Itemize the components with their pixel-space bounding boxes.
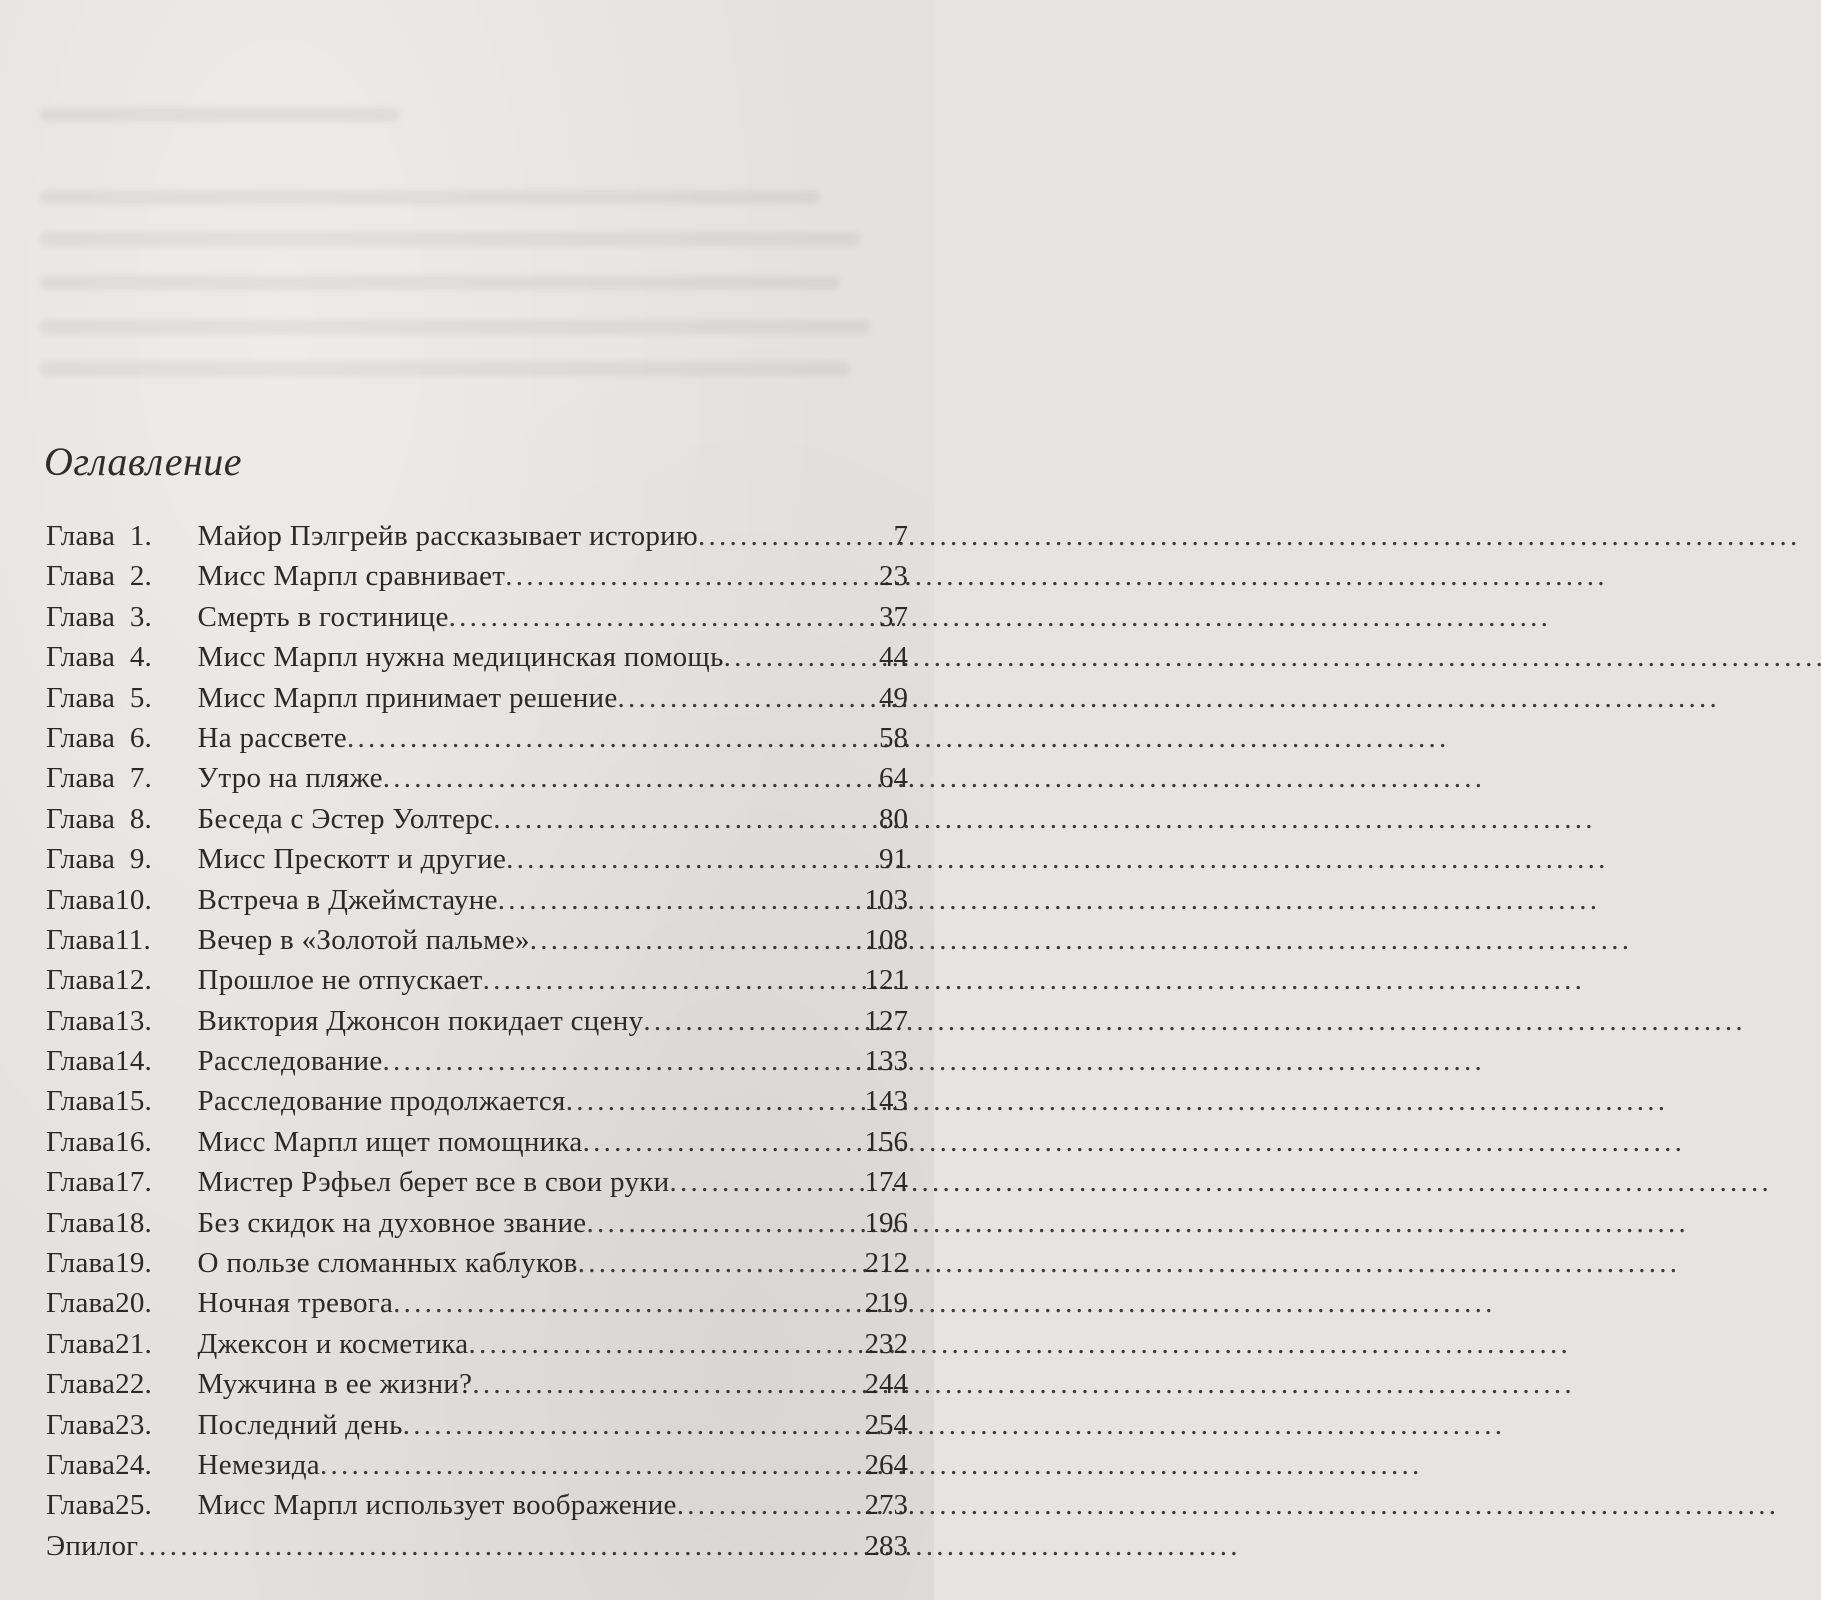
toc-entry-prefix [46,1243,190,1283]
toc-entry-prefix [46,1001,190,1041]
toc-entry-prefix [46,1041,190,1081]
toc-entry-prefix [46,718,190,758]
toc-entry-title: Встреча в Джеймстауне [190,883,498,916]
toc-entry-page: 91 [879,843,908,876]
toc-entry-prefix [46,1324,190,1364]
toc-entry-label: Глава [46,1448,116,1481]
toc-entry-page: 212 [864,1247,908,1280]
toc-entry-page: 273 [864,1489,908,1522]
toc-entry-prefix [46,1203,190,1243]
toc-entry-number: 8. [129,802,152,835]
toc-entry [46,1445,908,1485]
toc-entry [46,799,908,839]
dot-leader [383,758,872,798]
toc-entry-title: Утро на пляже [190,762,383,795]
dot-leader [677,1485,863,1525]
toc-entry-page: 232 [864,1327,908,1360]
toc-entry-label: Глава [46,843,116,876]
toc-entry [46,1324,908,1364]
toc-entry-number: 4. [129,641,152,674]
toc-entry-title: О пользе сломанных каблуков [190,1247,578,1280]
toc-entry-number: 14. [115,1045,152,1078]
toc-entry-label: Глава [46,1368,116,1401]
toc-entry-title: Мисс Прескотт и другие [190,843,507,876]
toc-entry [46,1203,908,1243]
dot-leader [618,678,872,718]
toc-entry [46,678,908,718]
toc-entry-title: Мистер Рэфьел берет все в свои руки [190,1166,670,1199]
dot-leader [472,1364,862,1404]
toc-entry-prefix [46,597,190,637]
toc-entry-number: 24. [115,1448,152,1481]
toc-entry [46,637,908,677]
toc-entry-label: Глава [46,1166,116,1199]
toc-entry-page: 103 [864,883,908,916]
toc-entry-label: Эпилог [46,1529,139,1562]
toc-entry-title: Мисс Марпл принимает решение [190,681,618,714]
toc-entry-number: 25. [115,1489,152,1522]
toc-entry-prefix [46,1081,190,1121]
toc-entry-label: Глава [46,560,116,593]
toc-entry-label: Глава [46,1004,116,1037]
dot-leader [498,880,863,920]
toc-entry-title: Прошлое не отпускает [190,964,483,997]
toc-entry-title: На рассвете [190,721,347,754]
dot-leader [505,556,872,596]
toc-entry-page: 23 [879,560,908,593]
bleed-through-line [40,276,840,290]
toc-entry [46,1485,908,1525]
dot-leader [493,799,872,839]
toc-entry-title: Мисс Марпл использует воображение [190,1489,677,1522]
dot-leader [566,1081,863,1121]
toc-entry [46,920,908,960]
toc-entry-title: Вечер в «Золотой пальме» [190,923,530,956]
toc-entry-page: 121 [864,964,908,997]
toc-entry [46,556,908,596]
toc-entry-number: 21. [115,1327,152,1360]
toc-entry-prefix [46,556,190,596]
dot-leader [468,1324,862,1364]
toc-entry-label: Глава [46,1287,116,1320]
toc-entry-page: 108 [864,923,908,956]
toc-entry-number: 13. [115,1004,152,1037]
toc-entry [46,1122,908,1162]
toc-entry-page: 283 [864,1529,908,1562]
toc-entry-title: Мужчина в ее жизни? [190,1368,473,1401]
toc-entry-title: Мисс Марпл нужна медицинская помощь [190,641,724,674]
toc-entry [46,1526,908,1566]
toc-entry [46,880,908,920]
dot-leader [586,1203,862,1243]
bleed-through-line [40,190,820,204]
toc-entry-page: 254 [864,1408,908,1441]
toc-entry [46,960,908,1000]
toc-entry-title: Расследование [190,1045,383,1078]
toc-entry [46,758,908,798]
toc-entry-label: Глава [46,923,116,956]
dot-leader [393,1283,862,1323]
toc-entry-page: 127 [864,1004,908,1037]
toc-entry [46,1162,908,1202]
toc-entry-title: Ночная тревога [190,1287,394,1320]
toc-entry-number: 15. [115,1085,152,1118]
dot-leader [403,1405,863,1445]
toc-entry-label: Глава [46,964,116,997]
toc-entry-page: 64 [879,762,908,795]
toc-entry-page: 244 [864,1368,908,1401]
dot-leader [669,1162,862,1202]
toc-entry-prefix [46,799,190,839]
toc-entry [46,1041,908,1081]
toc-entry-number: 3. [129,600,152,633]
dot-leader [347,718,872,758]
toc-entry-number: 16. [115,1125,152,1158]
toc-entry-prefix [46,516,190,556]
dot-leader [320,1445,863,1485]
toc-entry-number: 22. [115,1368,152,1401]
toc-entry [46,718,908,758]
toc-entry-title: Майор Пэлгрейв рассказывает историю [190,520,698,552]
toc-entry-number: 20. [115,1287,152,1320]
toc-entry-number: 9. [129,843,152,876]
toc-entry-label: Глава [46,1125,116,1158]
toc-entry-page: 156 [864,1125,908,1158]
toc-entry-prefix [46,1405,190,1445]
dot-leader [583,1122,863,1162]
dot-leader [383,1041,863,1081]
toc-entry-label: Глава [46,681,116,714]
toc-entry-page: 143 [864,1085,908,1118]
toc-entry-prefix [46,960,190,1000]
toc-entry [46,1405,908,1445]
toc-entry-page: 264 [864,1448,908,1481]
toc-entry-page: 44 [879,641,908,674]
toc-entry-page: 80 [879,802,908,835]
toc-entry-number: 23. [115,1408,152,1441]
toc-entry-prefix [46,1445,190,1485]
toc-entry-number: 2. [129,560,152,593]
dot-leader [698,516,872,556]
toc-entry [46,1001,908,1041]
toc-entry-label: Глава [46,1327,116,1360]
toc-entry-prefix [46,920,190,960]
toc-entry-number: 10. [115,883,152,916]
toc-entry-number: 18. [115,1206,152,1239]
toc-entry-label: Глава [46,883,116,916]
toc-entry [46,597,908,637]
toc-entry-prefix [46,1122,190,1162]
toc-entry-label: Глава [46,520,116,552]
toc-entry-prefix [46,1283,190,1323]
toc-entry-label: Глава [46,1045,116,1078]
toc-entry-label: Глава [46,1489,116,1522]
dot-leader [138,1526,862,1566]
toc-entry-title: Расследование продолжается [190,1085,566,1118]
toc-entry-title: Последний день [190,1408,403,1441]
dot-leader [578,1243,863,1283]
toc-entry-number: 11. [115,923,151,956]
toc-entry-prefix [46,1364,190,1404]
toc-entry-number: 5. [129,681,152,714]
toc-entry-page: 7 [893,520,908,552]
toc-entry-title: Беседа с Эстер Уолтерс [190,802,494,835]
dot-leader [483,960,863,1000]
bleed-through-line [40,232,860,246]
dot-leader [449,597,872,637]
toc-entry [46,1081,908,1121]
toc-entry-title: Виктория Джонсон покидает сцену [190,1004,644,1037]
toc-entry-page: 37 [879,600,908,633]
toc-entry-label: Глава [46,1206,116,1239]
toc-entry-label: Глава [46,1247,116,1280]
toc-entry-page: 58 [879,721,908,754]
toc-entry-title: Смерть в гостинице [190,600,449,633]
toc-entry [46,1243,908,1283]
toc-entry-label: Глава [46,641,116,674]
toc-entry-number: 12. [115,964,152,997]
toc-entry-page: 219 [864,1287,908,1320]
toc-entry-number: 17. [115,1166,152,1199]
bleed-through-line [40,362,850,376]
toc-entry-title: Без скидок на духовное звание [190,1206,587,1239]
toc-entry-number: 19. [115,1247,152,1280]
dot-leader [506,839,872,879]
toc-heading: Оглавление [44,439,243,484]
toc-entry-label: Глава [46,1085,116,1118]
toc-entry-prefix [46,637,190,677]
toc-entry-prefix [46,758,190,798]
toc-entry-title: Немезида [190,1448,320,1481]
toc-entry-number: 7. [129,762,152,795]
toc-entry-prefix [46,1162,190,1202]
toc-entry-title: Джексон и косметика [190,1327,469,1360]
toc-entry-page: 174 [864,1166,908,1199]
toc-entry-number: 6. [129,721,152,754]
toc-entry-page: 49 [879,681,908,714]
bleed-through-line [40,320,870,334]
toc-entry-prefix [46,1485,190,1525]
toc-entry-label: Глава [46,600,116,633]
toc-entry-label: Глава [46,1408,116,1441]
toc-entry [46,839,908,879]
dot-leader [724,637,872,677]
toc-entry [46,516,908,556]
toc-entry [46,1283,908,1323]
toc-entry-prefix [46,880,190,920]
toc-entry-prefix [46,678,190,718]
toc-list [46,516,908,1566]
toc-entry-title: Мисс Марпл сравнивает [190,560,506,593]
toc-entry-label: Глава [46,721,116,754]
dot-leader [530,920,863,960]
toc-entry-number: 1. [129,520,152,552]
toc-entry-label: Глава [46,802,116,835]
toc-entry-prefix [46,839,190,879]
toc-entry-page: 133 [864,1045,908,1078]
toc-entry-page: 196 [864,1206,908,1239]
dot-leader [643,1001,862,1041]
toc-entry-title: Мисс Марпл ищет помощника [190,1125,583,1158]
toc-entry [46,1364,908,1404]
bleed-through-line [40,108,400,122]
toc-entry-label: Глава [46,762,116,795]
